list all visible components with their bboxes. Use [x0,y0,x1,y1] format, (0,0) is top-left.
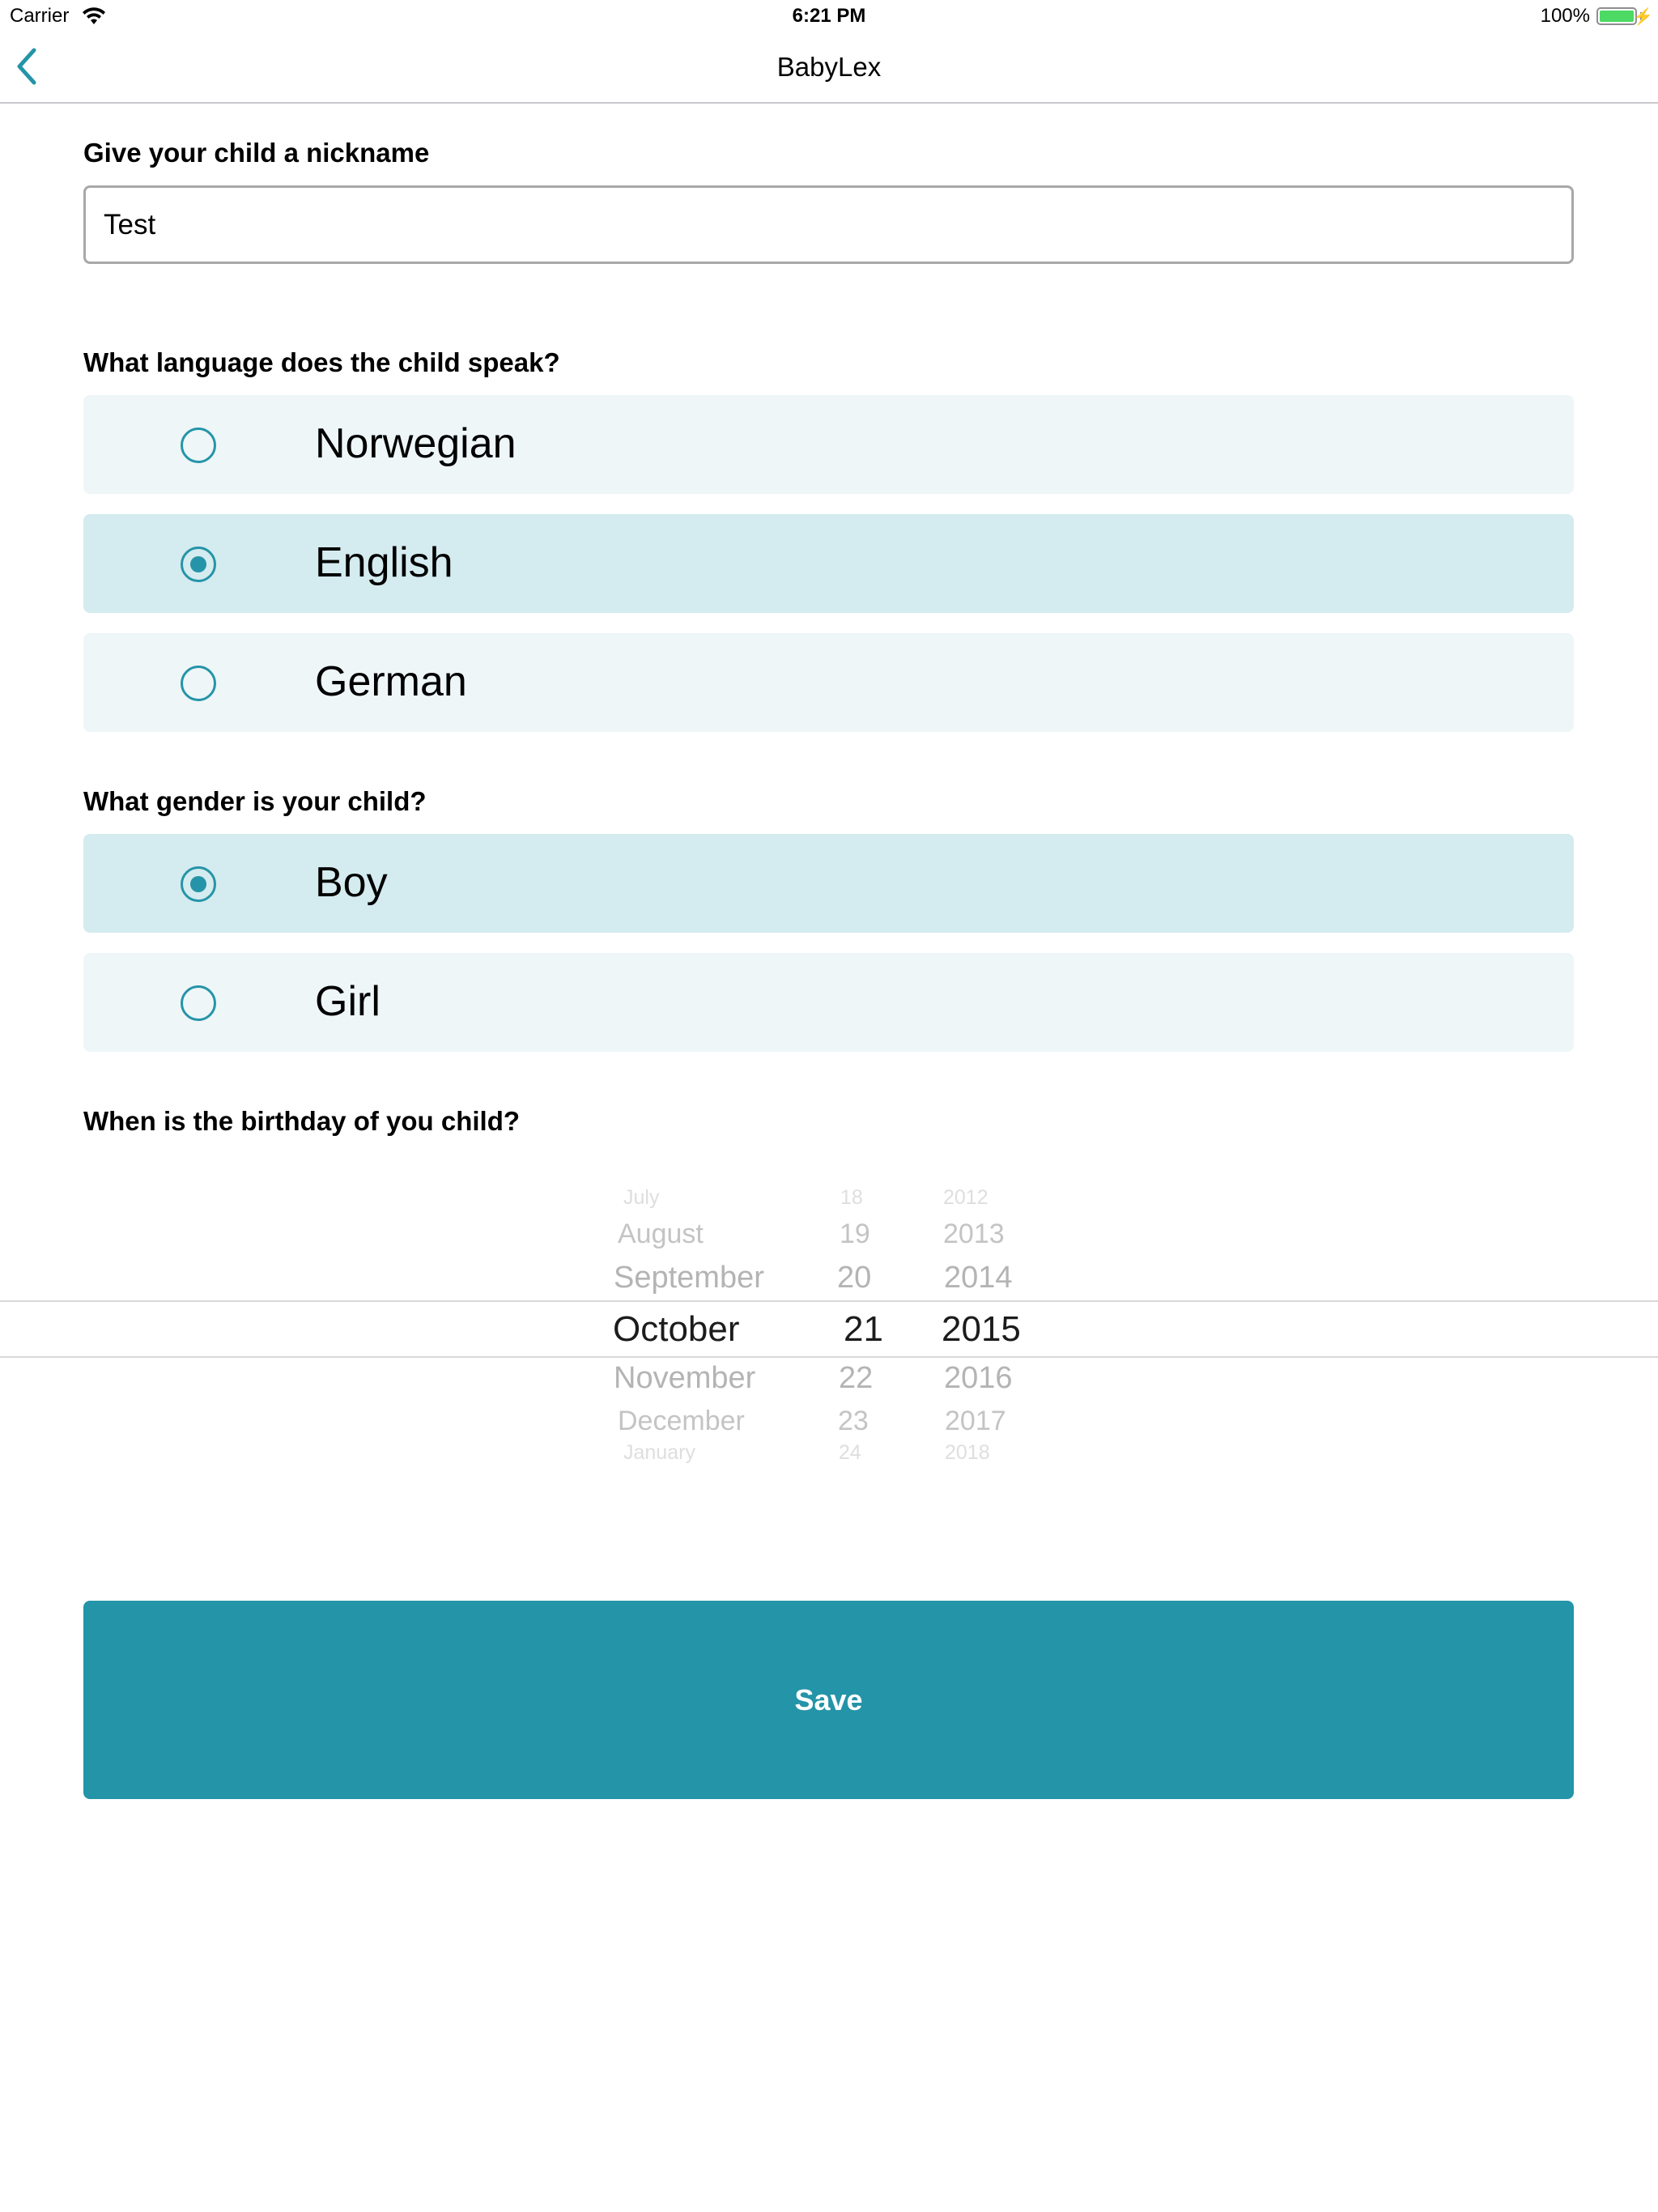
nickname-label: Give your child a nickname [83,138,430,168]
picker-month-item[interactable]: September [614,1261,764,1295]
picker-month-item[interactable]: August [618,1219,704,1249]
battery-icon [1596,7,1637,25]
language-option-english[interactable] [83,514,1574,613]
picker-month-selected[interactable]: October [613,1309,740,1349]
radio-unselected-icon [181,428,216,463]
radio-unselected-icon [181,985,216,1021]
language-option-german[interactable] [83,633,1574,732]
picker-year-item[interactable]: 2012 [943,1186,988,1209]
nav-title: BabyLex [776,52,882,82]
status-bar [0,0,1658,34]
year-wheel[interactable] [939,1174,1044,1474]
picker-day-item[interactable]: 23 [838,1406,869,1436]
language-label: What language does the child speak? [83,347,560,377]
picker-day-item[interactable]: 19 [840,1219,870,1249]
month-wheel[interactable] [607,1174,818,1474]
picker-year-item[interactable]: 2014 [944,1261,1013,1295]
gender-option-boy[interactable] [83,834,1574,933]
status-time: 6:21 PM [792,5,866,27]
picker-year-item[interactable]: 2018 [945,1441,990,1464]
picker-month-item[interactable]: December [618,1406,745,1436]
option-label: Girl [315,978,380,1025]
picker-day-item[interactable]: 24 [839,1441,861,1464]
option-label: English [315,539,453,586]
picker-year-item[interactable]: 2013 [943,1219,1005,1249]
radio-unselected-icon [181,666,216,701]
option-label: German [315,658,467,705]
radio-selected-icon [181,866,216,902]
gender-label: What gender is your child? [83,786,427,816]
picker-day-item[interactable]: 18 [840,1186,863,1209]
charging-bolt-icon: ⚡ [1633,8,1653,26]
option-label: Boy [315,859,388,906]
radio-selected-icon [181,547,216,582]
carrier-label: Carrier [10,5,70,27]
battery-percentage: 100% [1540,5,1590,27]
picker-year-selected[interactable]: 2015 [942,1309,1021,1349]
gender-option-girl[interactable] [83,953,1574,1052]
picker-day-item[interactable]: 20 [837,1261,872,1295]
navigation-bar [0,34,1658,104]
birthday-label: When is the birthday of you child? [83,1106,521,1136]
picker-day-selected[interactable]: 21 [844,1309,883,1349]
picker-month-item[interactable]: July [623,1186,660,1209]
save-button[interactable]: Save [83,1601,1574,1799]
picker-month-item[interactable]: January [623,1441,695,1464]
picker-month-item[interactable]: November [614,1361,756,1395]
birthday-date-picker[interactable] [0,1174,1658,1474]
picker-year-item[interactable]: 2016 [944,1361,1013,1395]
language-option-norwegian[interactable] [83,395,1574,494]
nickname-input[interactable] [83,185,1574,264]
option-label: Norwegian [315,420,517,467]
picker-year-item[interactable]: 2017 [945,1406,1006,1436]
picker-day-item[interactable]: 22 [839,1361,874,1395]
day-wheel[interactable] [826,1174,907,1474]
